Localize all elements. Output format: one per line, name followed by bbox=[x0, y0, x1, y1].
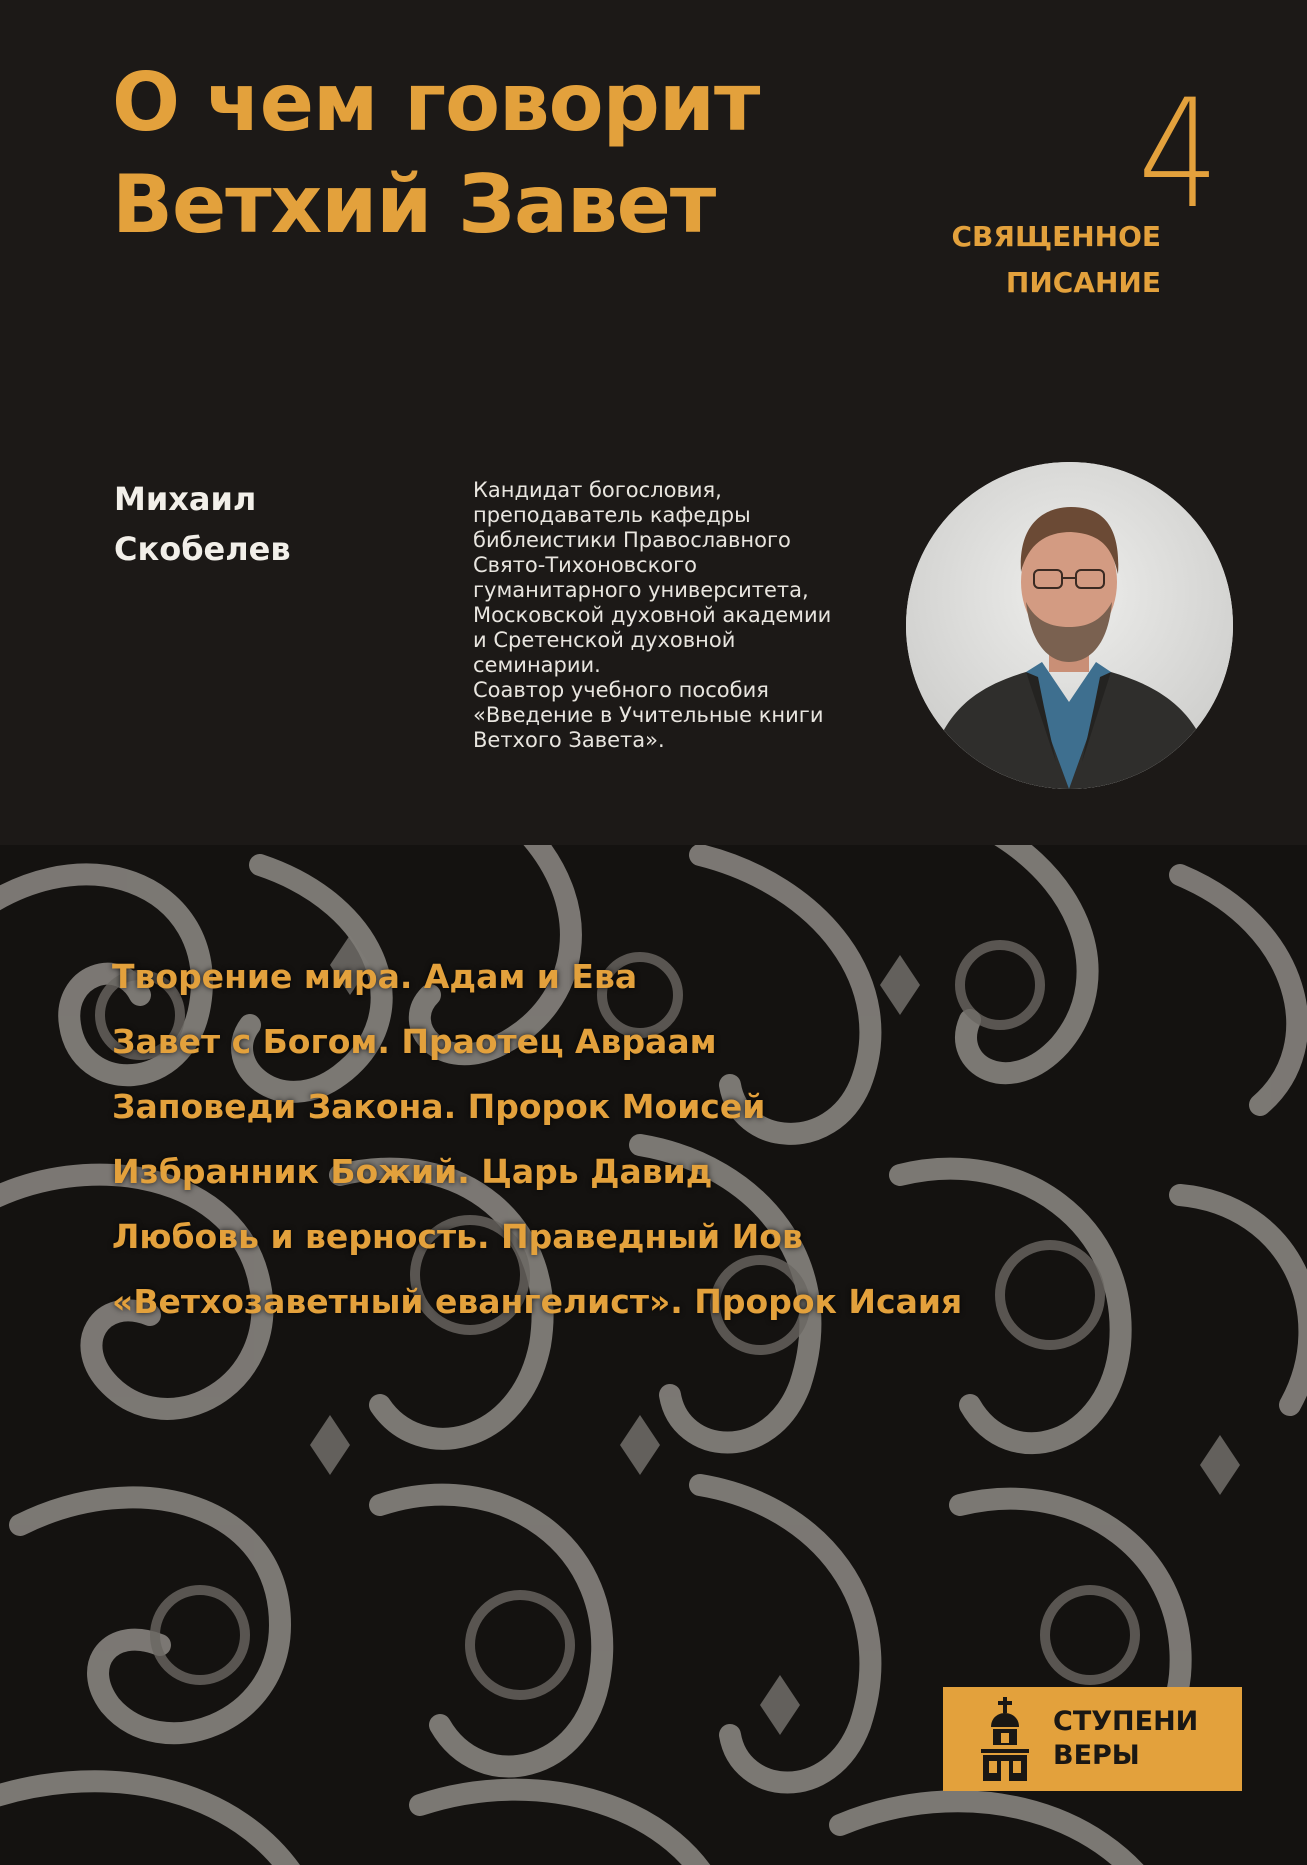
topic-item: Любовь и верность. Праведный Иов bbox=[112, 1217, 803, 1256]
series-label bbox=[952, 214, 1162, 306]
bio-line: семинарии. bbox=[473, 653, 601, 677]
author-last-name: Скобелев bbox=[114, 530, 291, 568]
author-portrait bbox=[906, 462, 1233, 789]
publisher-badge bbox=[943, 1687, 1242, 1791]
publisher-line-2: ВЕРЫ bbox=[1053, 1740, 1140, 1771]
series-line-2: ПИСАНИЕ bbox=[1005, 266, 1161, 299]
portrait-illustration bbox=[906, 462, 1233, 789]
topic-item: «Ветхозаветный евангелист». Пророк Исаия bbox=[112, 1282, 963, 1321]
title-line-1: О чем говорит bbox=[112, 56, 760, 149]
bio-line: Свято-Тихоновского bbox=[473, 553, 697, 577]
author-name bbox=[114, 474, 291, 574]
series-line-1: СВЯЩЕННОЕ bbox=[951, 220, 1161, 253]
publisher-line-1: СТУПЕНИ bbox=[1053, 1706, 1199, 1737]
title-line-2: Ветхий Завет bbox=[112, 158, 716, 251]
publisher-name bbox=[1053, 1705, 1198, 1773]
book-title bbox=[112, 52, 759, 256]
bio-line: гуманитарного университета, bbox=[473, 578, 809, 602]
bio-line: и Сретенской духовной bbox=[473, 628, 736, 652]
topic-item: Заповеди Закона. Пророк Моисей bbox=[112, 1087, 766, 1126]
author-first-name: Михаил bbox=[114, 480, 257, 518]
church-icon bbox=[975, 1697, 1035, 1781]
bio-line: Кандидат богословия, bbox=[473, 478, 722, 502]
topic-item: Завет с Богом. Праотец Авраам bbox=[112, 1022, 717, 1061]
bio-line: библеистики Православного bbox=[473, 528, 791, 552]
topic-item: Избранник Божий. Царь Давид bbox=[112, 1152, 713, 1191]
bio-line: Московской духовной академии bbox=[473, 603, 832, 627]
author-bio bbox=[473, 478, 903, 753]
volume-number: 4 bbox=[1138, 68, 1220, 242]
bio-line: преподаватель кафедры bbox=[473, 503, 751, 527]
bio-line: «Введение в Учительные книги bbox=[473, 703, 824, 727]
bio-line: Соавтор учебного пособия bbox=[473, 678, 769, 702]
bio-line: Ветхого Завета». bbox=[473, 728, 665, 752]
topics-list bbox=[112, 944, 962, 1334]
topic-item: Творение мира. Адам и Ева bbox=[112, 957, 638, 996]
